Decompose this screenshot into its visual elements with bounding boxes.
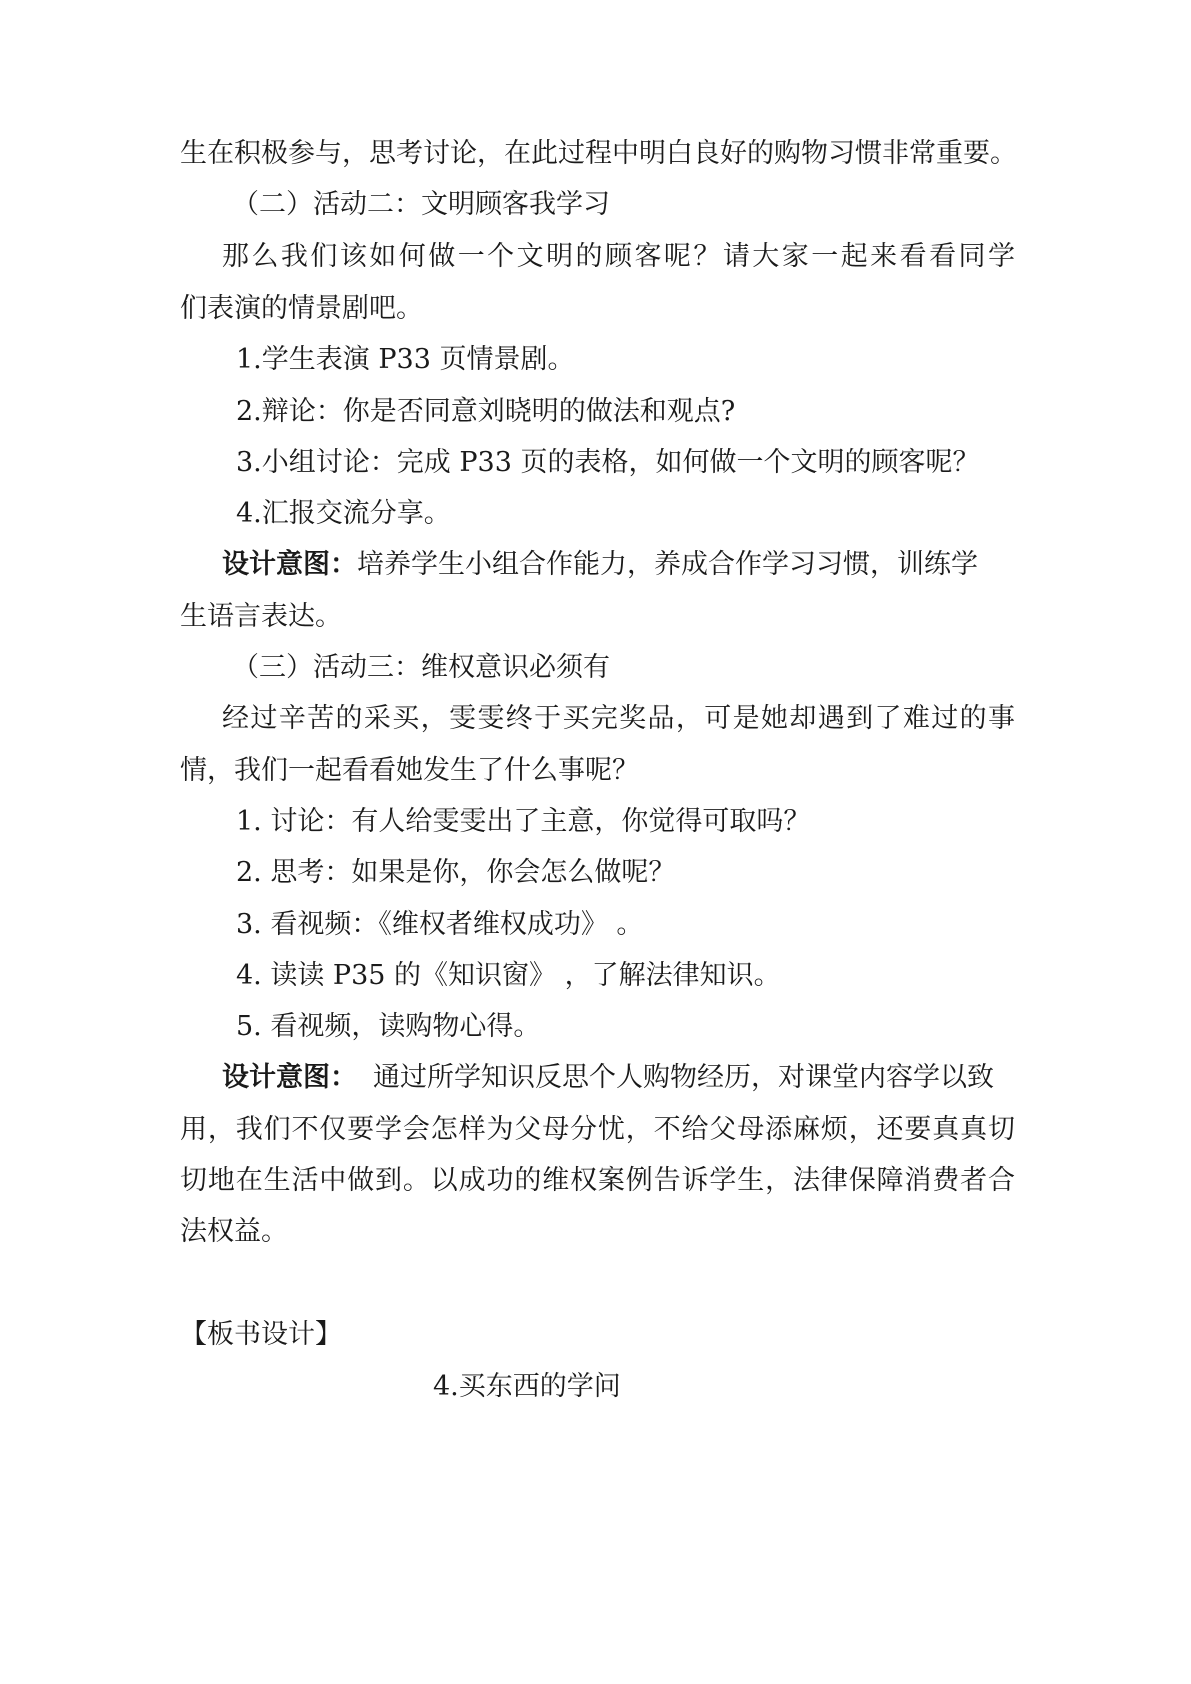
board-design-heading: 【板书设计】	[180, 1319, 342, 1350]
list-item: 2. 思考：如果是你，你会怎么做呢？	[236, 857, 676, 888]
paragraph-line: 法权益。	[180, 1216, 288, 1247]
list-item: 3.小组讨论：完成 P33 页的表格，如何做一个文明的顾客呢？	[236, 447, 980, 478]
design-intent-line	[222, 1058, 1015, 1098]
design-intent-text: 培养学生小组合作能力，养成合作学习习惯，训练学	[357, 549, 978, 580]
paragraph-line: 切地在生活中做到。以成功的维权案例告诉学生，法律保障消费者合	[180, 1165, 1015, 1196]
paragraph-line: 经过辛苦的采买，雯雯终于买完奖品，可是她却遇到了难过的事	[222, 703, 1015, 734]
paragraph-line: 情，我们一起看看她发生了什么事呢？	[180, 755, 639, 786]
list-item: 4.汇报交流分享。	[236, 498, 451, 529]
section-heading-activity-3: （三）活动三：维权意识必须有	[232, 652, 610, 683]
list-item: 3. 看视频：《维权者维权成功》 。	[236, 909, 644, 940]
board-title: 4.买东西的学问	[433, 1371, 621, 1402]
paragraph-line: 用，我们不仅要学会怎样为父母分忧，不给父母添麻烦，还要真真切	[180, 1114, 1015, 1145]
list-item: 2.辩论：你是否同意刘晓明的做法和观点?	[236, 396, 736, 427]
paragraph-line: 生在积极参与，思考讨论，在此过程中明白良好的购物习惯非常重要。	[180, 138, 1017, 169]
list-item: 5. 看视频，读购物心得。	[236, 1011, 541, 1042]
paragraph-line: 生语言表达。	[180, 601, 342, 632]
section-heading-activity-2: （二）活动二：文明顾客我学习	[232, 189, 610, 220]
list-item: 1.学生表演 P33 页情景剧。	[236, 344, 575, 375]
paragraph-line: 们表演的情景剧吧。	[180, 293, 423, 324]
design-intent-line	[222, 545, 1015, 585]
list-item: 1. 讨论：有人给雯雯出了主意，你觉得可取吗？	[236, 806, 811, 837]
design-intent-text: 通过所学知识反思个人购物经历，对课堂内容学以致	[373, 1062, 994, 1093]
paragraph-line: 那么我们该如何做一个文明的顾客呢？请大家一起来看看同学	[222, 241, 1015, 272]
design-intent-label: 设计意图：	[222, 549, 357, 580]
design-intent-label: 设计意图：	[222, 1062, 357, 1093]
list-item: 4. 读读 P35 的《知识窗》 ，了解法律知识。	[236, 960, 781, 991]
